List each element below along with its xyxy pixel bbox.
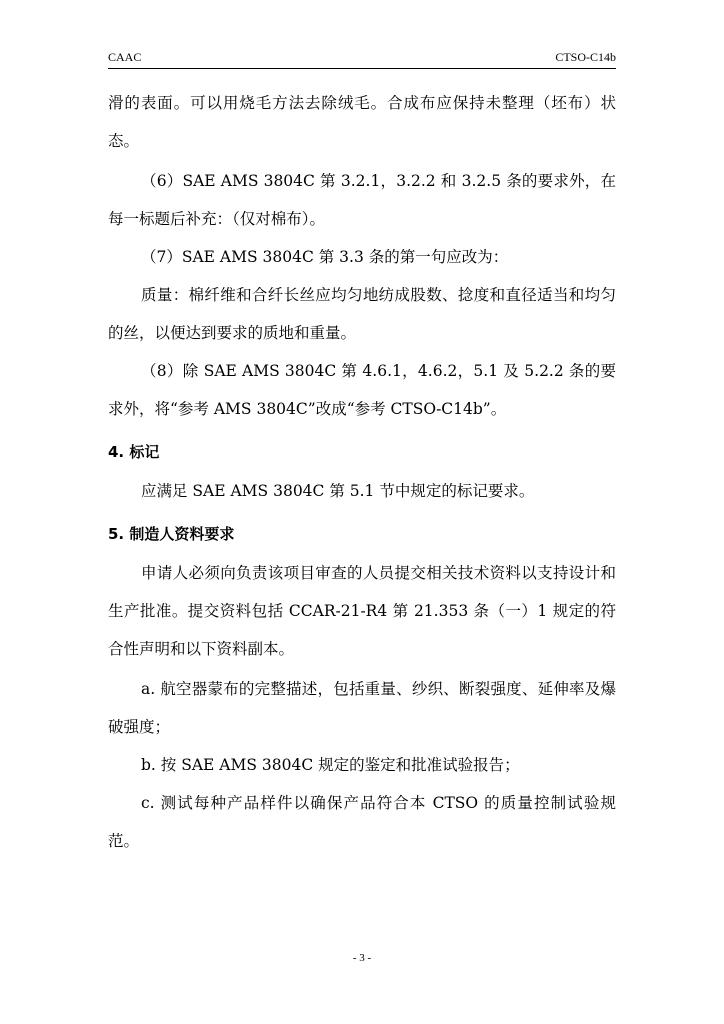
paragraph-applicant-data: 申请人必须向负责该项目审查的人员提交相关技术资料以支持设计和生产批准。提交资料包括 CCAR-21-R4 第 21.353 条（一）1 规定的符合性声明和以下资料副本。 bbox=[108, 564, 616, 658]
paragraph-marking: 应满足 SAE AMS 3804C 第 5.1 节中规定的标记要求。 bbox=[141, 482, 535, 500]
section-heading-manufacturer-data: 5. 制造人资料要求 bbox=[108, 525, 235, 543]
list-item-b: b. 按 SAE AMS 3804C 规定的鉴定和批准试验报告； bbox=[141, 756, 520, 774]
document-body bbox=[108, 84, 616, 860]
page-header bbox=[108, 50, 616, 69]
section-heading-marking: 4. 标记 bbox=[108, 443, 160, 461]
header-doc-id: CTSO-C14b bbox=[555, 50, 616, 64]
paragraph-item-6: （6）SAE AMS 3804C 第 3.2.1，3.2.2 和 3.2.5 条的要求外，在每一标题后补充：（仅对棉布）。 bbox=[108, 172, 616, 228]
paragraph-surface-finish: 滑的表面。可以用烧毛方法去除绒毛。合成布应保持未整理（坯布）状态。 bbox=[108, 94, 616, 150]
paragraph-item-7: （7）SAE AMS 3804C 第 3.3 条的第一句应改为： bbox=[141, 248, 509, 266]
list-item-c: c. 测试每种产品样件以确保产品符合本 CTSO 的质量控制试验规范。 bbox=[108, 794, 616, 850]
paragraph-item-8: （8）除 SAE AMS 3804C 第 4.6.1，4.6.2，5.1 及 5.2.2 条的要求外，将“参考 AMS 3804C”改成“参考 CTSO‐C14b”。 bbox=[108, 362, 616, 418]
paragraph-quality: 质量：棉纤维和合纤长丝应均匀地纺成股数、捻度和直径适当和均匀的丝，以便达到要求的质地和重量。 bbox=[108, 286, 616, 342]
list-item-a: a. 航空器蒙布的完整描述，包括重量、纱织、断裂强度、延伸率及爆破强度； bbox=[108, 680, 616, 736]
header-org: CAAC bbox=[108, 50, 142, 64]
page-number: - 3 - bbox=[352, 952, 372, 964]
